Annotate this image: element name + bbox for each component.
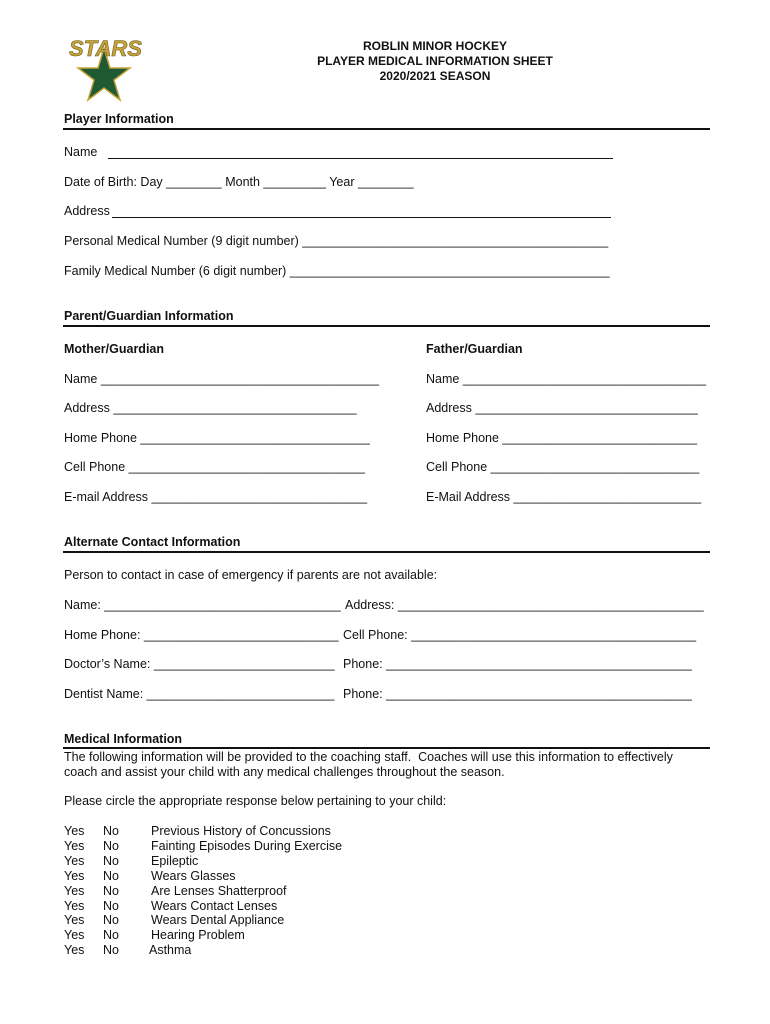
address-label: Address bbox=[64, 204, 110, 218]
org-title: ROBLIN MINOR HOCKEY bbox=[363, 39, 507, 53]
name-label: Name bbox=[64, 145, 98, 159]
condition-label: Are Lenses Shatterproof bbox=[151, 884, 287, 898]
medical-info-heading: Medical Information bbox=[64, 732, 183, 746]
no-option[interactable]: No bbox=[103, 928, 119, 942]
yes-option[interactable]: Yes bbox=[64, 869, 85, 883]
alt-home-phone-field[interactable]: Home Phone: ____________________________ bbox=[64, 628, 339, 642]
svg-text:STARS: STARS bbox=[69, 36, 142, 61]
condition-label: Fainting Episodes During Exercise bbox=[151, 839, 343, 853]
no-option[interactable]: No bbox=[103, 854, 119, 868]
condition-label: Wears Dental Appliance bbox=[151, 913, 285, 927]
dentist-phone-field[interactable]: Phone: ____________________________________________ bbox=[343, 687, 692, 701]
no-option[interactable]: No bbox=[103, 899, 119, 913]
no-option[interactable]: No bbox=[103, 943, 119, 957]
section-rule bbox=[63, 128, 710, 130]
family-medical-field[interactable]: Family Medical Number (6 digit number) ______________________________________________ bbox=[64, 264, 610, 278]
yes-option[interactable]: Yes bbox=[64, 824, 85, 838]
mother-cell-phone-field[interactable]: Cell Phone __________________________________ bbox=[64, 460, 365, 474]
alternate-contact-heading: Alternate Contact Information bbox=[64, 535, 241, 549]
season-title: 2020/2021 SEASON bbox=[379, 69, 491, 83]
no-option[interactable]: No bbox=[103, 884, 119, 898]
yes-option[interactable]: Yes bbox=[64, 839, 85, 853]
no-option[interactable]: No bbox=[103, 839, 119, 853]
address-field[interactable] bbox=[112, 217, 611, 218]
mother-address-field[interactable]: Address ___________________________________ bbox=[64, 401, 357, 415]
yes-option[interactable]: Yes bbox=[64, 943, 85, 957]
yes-option[interactable]: Yes bbox=[64, 899, 85, 913]
section-rule bbox=[63, 747, 710, 749]
yes-option[interactable]: Yes bbox=[64, 928, 85, 942]
yes-option[interactable]: Yes bbox=[64, 854, 85, 868]
doctor-name-field[interactable]: Doctor’s Name: __________________________ bbox=[64, 657, 335, 671]
no-option[interactable]: No bbox=[103, 824, 119, 838]
personal-medical-field[interactable]: Personal Medical Number (9 digit number) ____________________________________________ bbox=[64, 234, 609, 248]
no-option[interactable]: No bbox=[103, 913, 119, 927]
condition-label: Epileptic bbox=[151, 854, 199, 868]
emergency-intro: Person to contact in case of emergency if parents are not available: bbox=[64, 568, 438, 582]
doctor-phone-field[interactable]: Phone: ____________________________________________ bbox=[343, 657, 692, 671]
condition-label: Hearing Problem bbox=[151, 928, 245, 942]
player-info-heading: Player Information bbox=[64, 112, 174, 126]
mother-name-field[interactable]: Name ________________________________________ bbox=[64, 372, 379, 386]
condition-label: Previous History of Concussions bbox=[151, 824, 331, 838]
father-cell-phone-field[interactable]: Cell Phone ______________________________ bbox=[426, 460, 700, 474]
no-option[interactable]: No bbox=[103, 869, 119, 883]
mother-heading: Mother/Guardian bbox=[64, 342, 165, 356]
section-rule bbox=[63, 325, 710, 327]
dob-field[interactable]: Date of Birth: Day ________ Month _________ Year ________ bbox=[64, 175, 414, 189]
father-address-field[interactable]: Address ________________________________ bbox=[426, 401, 698, 415]
father-email-field[interactable]: E-Mail Address ___________________________ bbox=[426, 490, 702, 504]
yes-option[interactable]: Yes bbox=[64, 884, 85, 898]
alt-address-field[interactable]: Address: ____________________________________________ bbox=[345, 598, 704, 612]
yes-option[interactable]: Yes bbox=[64, 913, 85, 927]
stars-logo bbox=[64, 30, 154, 102]
condition-label: Wears Contact Lenses bbox=[151, 899, 278, 913]
section-rule bbox=[63, 551, 710, 553]
dentist-name-field[interactable]: Dentist Name: ___________________________ bbox=[64, 687, 335, 701]
father-heading: Father/Guardian bbox=[426, 342, 523, 356]
mother-email-field[interactable]: E-mail Address _______________________________ bbox=[64, 490, 368, 504]
parent-info-heading: Parent/Guardian Information bbox=[64, 309, 234, 323]
sheet-title: PLAYER MEDICAL INFORMATION SHEET bbox=[317, 54, 553, 68]
alt-cell-phone-field[interactable]: Cell Phone: _________________________________________ bbox=[343, 628, 697, 642]
medical-paragraph-line1: The following information will be provided to the coaching staff. Coaches will use this information to effectively bbox=[64, 750, 673, 764]
name-field[interactable] bbox=[108, 158, 613, 159]
medical-paragraph-line2: coach and assist your child with any medical challenges throughout the season. bbox=[64, 765, 505, 779]
father-home-phone-field[interactable]: Home Phone ____________________________ bbox=[426, 431, 698, 445]
father-name-field[interactable]: Name ___________________________________ bbox=[426, 372, 707, 386]
circle-instruction: Please circle the appropriate response below pertaining to your child: bbox=[64, 794, 447, 808]
condition-label: Asthma bbox=[149, 943, 192, 957]
mother-home-phone-field[interactable]: Home Phone _________________________________ bbox=[64, 431, 370, 445]
alt-name-field[interactable]: Name: __________________________________ bbox=[64, 598, 341, 612]
condition-label: Wears Glasses bbox=[151, 869, 236, 883]
